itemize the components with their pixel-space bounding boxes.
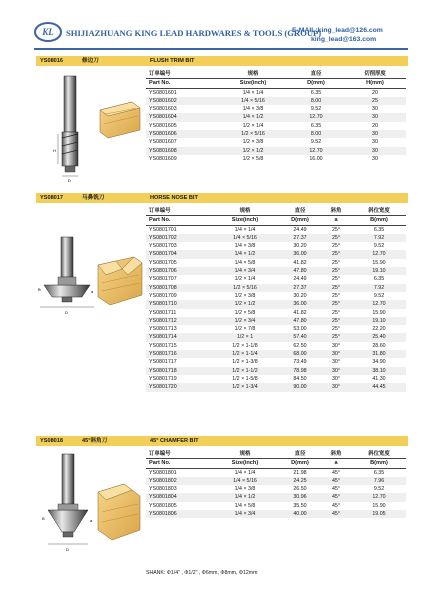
part-number-cell: YS0801717 <box>149 359 177 366</box>
table-cell: 15.90 <box>372 259 386 266</box>
table-cell: 8.00 <box>288 130 344 138</box>
part-number-cell: YS0801715 <box>149 342 177 349</box>
table-cell: 84.50 <box>293 375 307 382</box>
section-title-cn: 修边刀 <box>82 58 99 64</box>
table-cell: 1/4 × 1/4 <box>234 469 256 476</box>
chamfer-bit-drawing-icon <box>40 452 144 562</box>
part-number-cell: YS0801606 <box>146 130 218 138</box>
part-number-cell: YS0801608 <box>146 147 218 155</box>
table-cell: 44.45 <box>352 383 406 391</box>
part-number-cell: YS0801701 <box>149 226 177 233</box>
col-cn-b: 斜位宽度 <box>352 450 406 459</box>
part-number-cell: YS0801716 <box>146 350 210 358</box>
table-cell: 41.30 <box>372 375 386 382</box>
table-cell: 30° <box>320 350 352 358</box>
table-row <box>146 325 406 333</box>
section-code: YS08016 <box>40 58 64 64</box>
table-cell: 1/4 × 5/8 <box>234 259 256 266</box>
table-cell: 1/2 × 1 <box>210 333 280 341</box>
col-cn-d: 直径 <box>280 207 320 216</box>
table-cell: 25° <box>331 326 340 333</box>
table-cell: 45° <box>331 486 340 493</box>
table-row <box>146 259 406 267</box>
table-cell: 25° <box>320 250 352 258</box>
table-cell: 15.90 <box>372 502 386 509</box>
section-chamfer <box>36 436 408 568</box>
table-cell: 1/4 × 1/2 <box>218 113 288 121</box>
table-cell: 1/2 × 1/2 <box>210 300 280 308</box>
table-cell: 20 <box>372 89 378 96</box>
table-row <box>146 122 406 130</box>
table-cell: 1/2 × 1-1/4 <box>210 350 280 358</box>
table-cell: 1/2 × 1/2 <box>218 147 288 155</box>
col-en-part: Part No. <box>146 459 210 468</box>
table-cell: 25° <box>320 300 352 308</box>
table-cell: 1/4 × 5/16 <box>218 97 288 105</box>
part-number-cell: YS0801710 <box>146 300 210 308</box>
table-cell: 1/4 × 3/4 <box>210 267 280 275</box>
table-row <box>146 493 406 501</box>
table-cell: 1/4 × 1/2 <box>210 250 280 258</box>
col-en-part: Part No. <box>146 216 210 225</box>
table-cell: 1/4 × 5/8 <box>234 502 256 509</box>
table-cell: 9.52 <box>310 106 322 113</box>
table-cell: 36.00 <box>280 250 320 258</box>
part-number-cell: YS0801601 <box>149 89 177 96</box>
section-title-en: 45° CHAMFER BIT <box>150 438 199 444</box>
table-row <box>146 358 406 366</box>
col-cn-a: 斜角 <box>320 207 352 216</box>
table-row <box>146 468 406 477</box>
section-title-en: FLUSH TRIM BIT <box>150 58 195 64</box>
company-name: SHIJIAZHUANG KING LEAD HARDWARES & TOOLS (GROUP) <box>66 28 322 38</box>
table-cell: 1/2 × 5/8 <box>234 309 256 316</box>
table-cell: 6.35 <box>373 276 385 283</box>
table-cell: 40.00 <box>280 510 320 518</box>
table-row <box>146 333 406 341</box>
table-cell: 38.10 <box>352 367 406 375</box>
col-en-b: B(mm) <box>352 216 406 225</box>
email-line-2: king_lead@163.com <box>311 36 377 43</box>
table-cell: 30 <box>344 113 406 121</box>
svg-text:H: H <box>53 148 56 153</box>
svg-text:a: a <box>90 518 93 523</box>
part-number-cell: YS0801806 <box>146 510 210 518</box>
table-cell: 30 <box>344 147 406 155</box>
col-en-a: a <box>320 216 352 225</box>
table-cell: 1/4 × 5/16 <box>210 234 280 242</box>
col-en-size: Size(inch) <box>218 79 288 88</box>
table-cell: 6.35 <box>373 226 385 233</box>
svg-text:B: B <box>42 516 45 521</box>
table-cell: 35.50 <box>293 502 307 509</box>
table-cell: 1/2 × 1-1/2 <box>210 367 280 375</box>
table-row <box>146 138 406 146</box>
table-cell: 21.98 <box>293 469 307 476</box>
table-cell: 1/2 × 5/16 <box>218 130 288 138</box>
part-number-cell: YS0801801 <box>149 469 177 476</box>
table-cell: 30.20 <box>293 292 307 299</box>
table-row <box>146 88 406 97</box>
table-cell: 1/4 × 1/2 <box>210 493 280 501</box>
table-cell: 9.52 <box>373 486 385 493</box>
table-cell: 7.92 <box>352 234 406 242</box>
svg-text:D: D <box>65 310 68 315</box>
table-cell: 1/2 × 5/16 <box>210 284 280 292</box>
table-cell: 12.70 <box>288 113 344 121</box>
section-title-en: HORSE NOSE BIT <box>150 195 198 201</box>
table-cell: 1/2 × 5/8 <box>242 155 264 162</box>
table-row <box>146 477 406 485</box>
table-cell: 1/2 × 1/4 <box>234 276 256 283</box>
table-cell: 1/4 × 3/8 <box>234 243 256 250</box>
table-cell: 30° <box>320 383 352 391</box>
table-cell: 45° <box>320 493 352 501</box>
table-cell: 36.00 <box>280 300 320 308</box>
table-cell: 6.35 <box>310 122 322 129</box>
part-number-cell: YS0801703 <box>149 243 177 250</box>
section-bar <box>36 193 408 203</box>
section-title-cn: 马鼻铣刀 <box>82 195 105 201</box>
part-number-cell: YS0801803 <box>149 486 177 493</box>
table-cell: 30.96 <box>280 493 320 501</box>
col-en-size: Size(inch) <box>210 216 280 225</box>
flush-trim-bit-drawing-icon <box>48 72 143 184</box>
page-header <box>0 0 424 52</box>
table-cell: 25° <box>320 284 352 292</box>
table-cell: 12.70 <box>288 147 344 155</box>
part-number-cell: YS0801704 <box>146 250 210 258</box>
table-cell: 78.98 <box>280 367 320 375</box>
company-logo-icon: KL <box>34 22 62 42</box>
table-cell: 25° <box>320 267 352 275</box>
table-cell: 7.96 <box>352 477 406 485</box>
section-bar <box>36 56 408 66</box>
contact-email <box>292 26 383 44</box>
col-en-a: a <box>320 459 352 468</box>
col-en-b: B(mm) <box>352 459 406 468</box>
table-row <box>146 275 406 283</box>
col-cn-b: 斜位宽度 <box>352 207 406 216</box>
col-cn-part: 订单编号 <box>146 207 210 216</box>
table-cell: 9.52 <box>373 292 385 299</box>
col-en-h: H(mm) <box>344 79 406 88</box>
table-cell: 1/4 × 3/8 <box>234 486 256 493</box>
table-cell: 25° <box>320 317 352 325</box>
table-cell: 6.35 <box>310 89 322 96</box>
table-cell: 34.90 <box>372 359 386 366</box>
table-cell: 25 <box>344 97 406 105</box>
section-code: YS08017 <box>40 195 64 201</box>
part-number-cell: YS0801720 <box>146 383 210 391</box>
table-cell: 30° <box>331 375 340 382</box>
table-cell: 19.05 <box>352 510 406 518</box>
table-row <box>146 292 406 300</box>
part-number-cell: YS0801709 <box>149 292 177 299</box>
table-cell: 47.80 <box>280 317 320 325</box>
table-cell: 30° <box>320 367 352 375</box>
table-row <box>146 113 406 121</box>
table-cell: 28.60 <box>372 342 386 349</box>
table-row <box>146 234 406 242</box>
table-row <box>146 383 406 391</box>
table-row <box>146 242 406 250</box>
part-number-cell: YS0801605 <box>149 122 177 129</box>
part-number-cell: YS0801711 <box>149 309 177 316</box>
part-number-cell: YS0801702 <box>146 234 210 242</box>
table-cell: 15.90 <box>372 309 386 316</box>
part-number-cell: YS0801705 <box>149 259 177 266</box>
table-cell: 1/2 × 1/4 <box>242 122 264 129</box>
table-cell: 22.20 <box>372 326 386 333</box>
table-row <box>146 350 406 358</box>
table-row <box>146 300 406 308</box>
part-number-cell: YS0801707 <box>149 276 177 283</box>
table-cell: 25° <box>331 259 340 266</box>
table-cell: 1/2 × 1-3/8 <box>232 359 258 366</box>
part-number-cell: YS0801805 <box>149 502 177 509</box>
table-cell: 53.00 <box>293 326 307 333</box>
col-en-size: Size(inch) <box>210 459 280 468</box>
part-number-cell: YS0801718 <box>146 367 210 375</box>
table-cell: 30 <box>372 155 378 162</box>
table-cell: 25° <box>331 309 340 316</box>
table-cell: 30.20 <box>293 243 307 250</box>
table-cell: 19.10 <box>352 317 406 325</box>
table-cell: 90.00 <box>280 383 320 391</box>
col-cn-part: 订单编号 <box>146 70 218 79</box>
section-horse-nose <box>36 193 408 428</box>
section-flush-trim <box>36 56 408 186</box>
part-number-cell: YS0801719 <box>149 375 177 382</box>
table-cell: 45° <box>320 477 352 485</box>
table-cell: 1/2 × 3/8 <box>242 139 264 146</box>
part-number-cell: YS0801706 <box>146 267 210 275</box>
table-cell: 1/4 × 3/8 <box>242 106 264 113</box>
col-cn-part: 订单编号 <box>146 450 210 459</box>
part-number-cell: YS0801708 <box>146 284 210 292</box>
table-cell: 7.92 <box>352 284 406 292</box>
table-cell: 25° <box>320 234 352 242</box>
table-row <box>146 250 406 258</box>
col-en-d: D(mm) <box>280 459 320 468</box>
table-cell: 41.82 <box>293 309 307 316</box>
part-number-cell: YS0801802 <box>146 477 210 485</box>
col-cn-a: 斜角 <box>320 450 352 459</box>
table-cell: 45° <box>320 510 352 518</box>
part-number-cell: YS0801604 <box>146 113 218 121</box>
col-cn-d: 直径 <box>288 70 344 79</box>
table-row <box>146 342 406 350</box>
table-cell: 45° <box>331 469 340 476</box>
table-cell: 25° <box>331 276 340 283</box>
table-row <box>146 130 406 138</box>
table-row <box>146 375 406 383</box>
table-cell: 47.80 <box>280 267 320 275</box>
svg-text:B: B <box>38 287 41 292</box>
part-number-cell: YS0801607 <box>149 139 177 146</box>
table-cell: 30° <box>331 359 340 366</box>
part-number-cell: YS0801609 <box>149 155 177 162</box>
table-row <box>146 267 406 275</box>
section-bar <box>36 436 408 446</box>
flush-trim-table <box>146 70 406 163</box>
table-row <box>146 155 406 163</box>
table-cell: 9.52 <box>373 243 385 250</box>
table-cell: 16.00 <box>309 155 323 162</box>
table-cell: 30 <box>344 130 406 138</box>
part-number-cell: YS0801713 <box>149 326 177 333</box>
section-code: YS08018 <box>40 438 64 444</box>
table-cell: 1/4 × 3/4 <box>210 510 280 518</box>
table-row <box>146 97 406 105</box>
table-cell: 1/4 × 1/4 <box>234 226 256 233</box>
table-cell: 12.70 <box>352 493 406 501</box>
table-cell: 1/2 × 3/8 <box>234 292 256 299</box>
col-en-d: D(mm) <box>280 216 320 225</box>
table-cell: 57.40 <box>280 333 320 341</box>
table-cell: 68.00 <box>280 350 320 358</box>
table-row <box>146 147 406 155</box>
section-title-cn: 45°斜角刀 <box>82 438 108 444</box>
table-cell: 19.10 <box>352 267 406 275</box>
table-cell: 26.50 <box>293 486 307 493</box>
horse-nose-bit-drawing-icon <box>36 235 146 335</box>
table-cell: 73.49 <box>293 359 307 366</box>
table-cell: 1/4 × 5/16 <box>210 477 280 485</box>
svg-text:a: a <box>91 289 94 294</box>
table-row <box>146 485 406 493</box>
table-cell: 25° <box>331 226 340 233</box>
col-cn-h: 切削厚度 <box>344 70 406 79</box>
table-cell: 25° <box>331 243 340 250</box>
table-cell: 1/2 × 1-3/4 <box>210 383 280 391</box>
chamfer-table <box>146 450 406 518</box>
col-cn-size: 规格 <box>218 70 288 79</box>
table-cell: 31.80 <box>352 350 406 358</box>
table-row <box>146 510 406 518</box>
email-line-1: E-MAIL:king_lead@126.com <box>292 27 383 34</box>
table-cell: 30° <box>331 342 340 349</box>
part-number-cell: YS0801602 <box>146 97 218 105</box>
svg-text:D: D <box>66 547 69 552</box>
col-cn-d: 直径 <box>280 450 320 459</box>
table-cell: 9.52 <box>310 139 322 146</box>
part-number-cell: YS0801714 <box>146 333 210 341</box>
table-cell: 6.35 <box>373 469 385 476</box>
table-cell: 41.82 <box>293 259 307 266</box>
table-row <box>146 317 406 325</box>
col-en-d: D(mm) <box>288 79 344 88</box>
table-cell: 1/2 × 7/8 <box>234 326 256 333</box>
table-cell: 20 <box>372 122 378 129</box>
table-cell: 12.70 <box>352 250 406 258</box>
table-cell: 1/2 × 1-5/8 <box>232 375 258 382</box>
table-cell: 24.49 <box>293 226 307 233</box>
table-row <box>146 309 406 317</box>
table-cell: 45° <box>331 502 340 509</box>
table-row <box>146 105 406 113</box>
table-cell: 24.49 <box>293 276 307 283</box>
table-cell: 1/2 × 1-1/8 <box>232 342 258 349</box>
table-cell: 62.50 <box>293 342 307 349</box>
part-number-cell: YS0801712 <box>146 317 210 325</box>
shank-note: SHANK: Φ1/4" , Φ1/2" , Φ6mm, Φ8mm, Φ12mm <box>146 570 258 576</box>
part-number-cell: YS0801804 <box>146 493 210 501</box>
table-cell: 12.70 <box>352 300 406 308</box>
table-cell: 25.40 <box>352 333 406 341</box>
table-row <box>146 367 406 375</box>
table-cell: 30 <box>372 139 378 146</box>
table-cell: 27.37 <box>280 284 320 292</box>
svg-text:D: D <box>68 178 71 183</box>
horse-nose-table <box>146 207 406 392</box>
table-row <box>146 284 406 292</box>
table-cell: 27.37 <box>280 234 320 242</box>
table-row <box>146 502 406 510</box>
table-cell: 25° <box>320 333 352 341</box>
table-cell: 24.25 <box>280 477 320 485</box>
table-cell: 30 <box>372 106 378 113</box>
col-cn-size: 规格 <box>210 207 280 216</box>
col-cn-size: 规格 <box>210 450 280 459</box>
part-number-cell: YS0801603 <box>149 106 177 113</box>
table-cell: 1/2 × 3/4 <box>210 317 280 325</box>
table-row <box>146 225 406 234</box>
col-en-part: Part No. <box>146 79 218 88</box>
table-cell: 1/4 × 1/4 <box>242 89 264 96</box>
table-cell: 8.00 <box>288 97 344 105</box>
header-divider <box>34 48 408 50</box>
table-cell: 25° <box>331 292 340 299</box>
